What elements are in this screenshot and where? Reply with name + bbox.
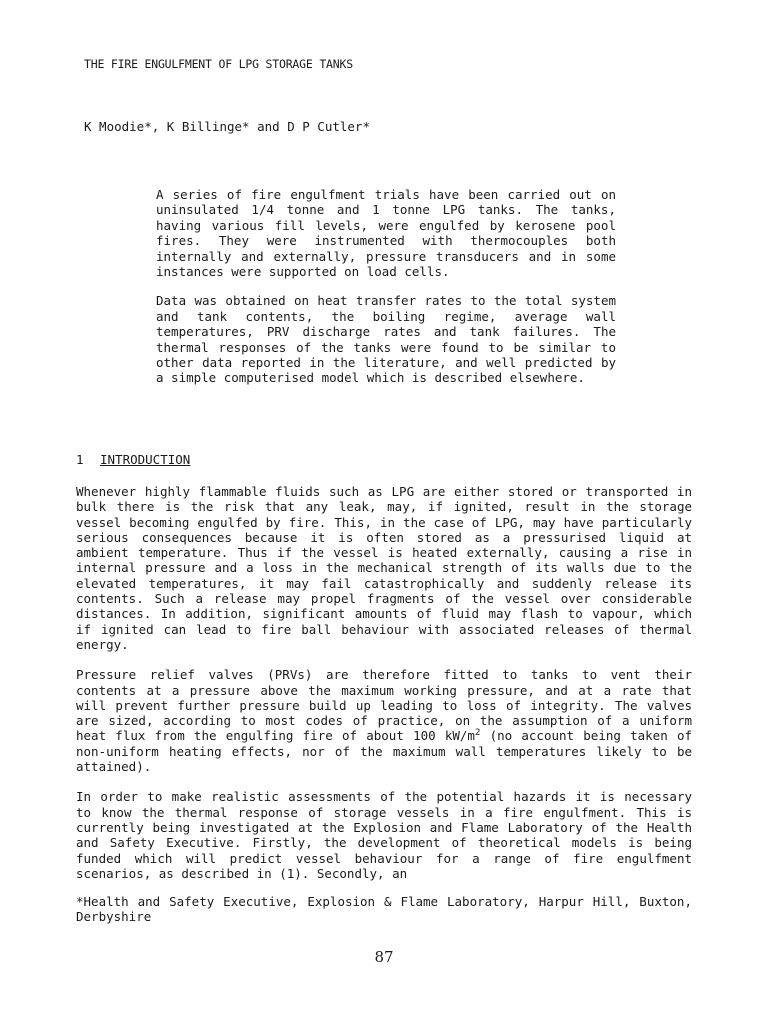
body-text-segment: (no account being taken of non-uniform heating effects, nor of the maximum wall temperatures likely to be attained). xyxy=(76,728,692,775)
body-text-segment: Pressure relief valves (PRVs) are therefore fitted to tanks to vent their contents at a pressure above the maximum working pressure, and at a rate that will prevent further pressure build up leading to loss of integrity. The valves are sized, according to most codes of practice, on the assumption of a uniform heat flux from the engulfing fire of about 100 kW/m xyxy=(76,667,692,744)
body-paragraph: Whenever highly flammable fluids such as LPG are either stored or transported in bulk there is the risk that any leak, may, if ignited, result in the storage vessel becoming engulfed by fire. This, in the case of LPG, may have particularly serious consequences because it is often stored as a pressurised liquid at ambient temperature. Thus if the vessel is heated externally, causing a rise in internal pressure and a loss in the mechanical strength of its walls due to the elevated temperatures, it may fail catastrophically and suddenly release its contents. Such a release may propel fragments of the vessel over considerable distances. In addition, significant amounts of fluid may flash to vapour, which if ignited can lead to fire ball behaviour with associated releases of thermal energy. xyxy=(76,484,692,652)
section-title: INTRODUCTION xyxy=(100,452,191,467)
section-heading xyxy=(76,452,190,467)
body-paragraph: In order to make realistic assessments of the potential hazards it is necessary to know the thermal response of storage vessels in a fire engulfment. This is currently being investigated at the Explosion and Flame Laboratory of the Health and Safety Executive. Firstly, the development of theoretical models is being funded which will predict vessel behaviour for a range of fire engulfment scenarios, as described in (1). Secondly, an xyxy=(76,789,692,881)
section-number: 1 xyxy=(76,452,84,467)
abstract-paragraph: A series of fire engulfment trials have been carried out on uninsulated 1/4 tonne and 1 tonne LPG tanks. The tanks, having various fill levels, were engulfed by kerosene pool fires. They were instrumented with thermocouples both internally and externally, pressure transducers and in some instances were supported on load cells. xyxy=(156,187,616,280)
body-text xyxy=(76,484,692,896)
footnote: *Health and Safety Executive, Explosion & Flame Laboratory, Harpur Hill, Buxton, Derbyshire xyxy=(76,894,692,925)
superscript: 2 xyxy=(474,728,481,739)
body-paragraph xyxy=(76,667,692,774)
page-number: 87 xyxy=(374,948,394,966)
abstract-paragraph: Data was obtained on heat transfer rates to the total system and tank contents, the boiling regime, average wall temperatures, PRV discharge rates and tank failures. The thermal responses of the tanks were found to be similar to other data reported in the literature, and well predicted by a simple computerised model which is described elsewhere. xyxy=(156,293,616,386)
abstract xyxy=(156,187,616,400)
author-list: K Moodie*, K Billinge* and D P Cutler* xyxy=(84,119,370,134)
paper-title: THE FIRE ENGULFMENT OF LPG STORAGE TANKS xyxy=(84,57,353,71)
